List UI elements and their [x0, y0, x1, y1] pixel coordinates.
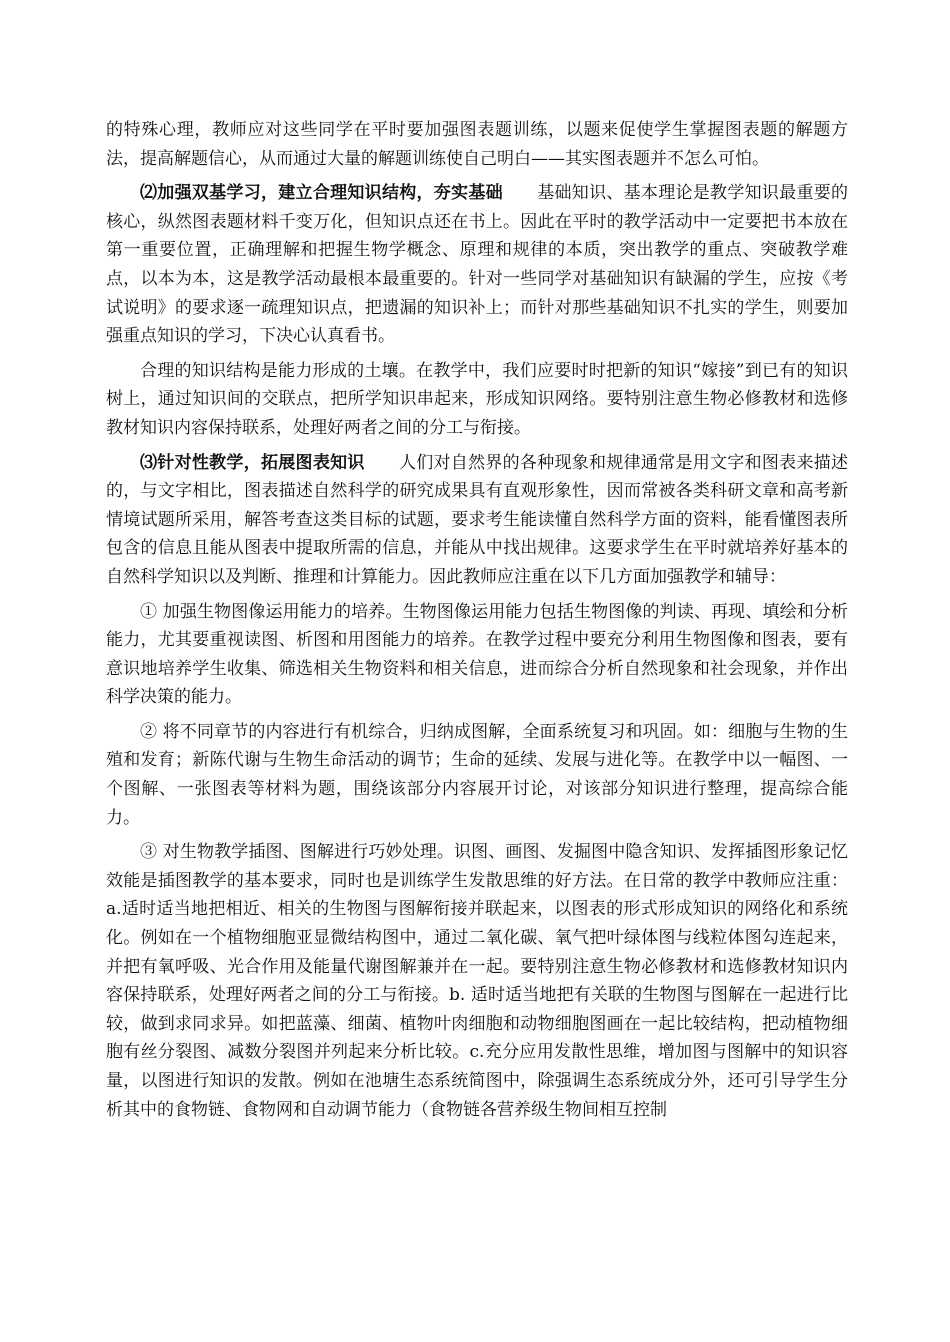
- section-heading-2: ⑵加强双基学习，建立合理知识结构，夯实基础: [140, 183, 503, 204]
- paragraph-intro-continuation: [106, 116, 848, 173]
- paragraph-section-2: [106, 179, 848, 351]
- paragraph-body: 的特殊心理，教师应对这些同学在平时要加强图表题训练，以题来促使学生掌握图表题的解题方法，提高解题信心，从而通过大量的解题训练使自己明白——其实图表题并不怎么可怕。: [106, 120, 848, 169]
- paragraph-item-3: [106, 838, 848, 1124]
- section-heading-3: ⑶针对性教学，拓展图表知识: [140, 452, 365, 473]
- paragraph-section-3: [106, 449, 848, 592]
- paragraph-body: ① 加强生物图像运用能力的培养。生物图像运用能力包括生物图像的判读、再现、填绘和分析能力，尤其要重视读图、析图和用图能力的培养。在教学过程中要充分利用生物图像和图表，要有意识地培养学生收集、筛选相关生物资料和相关信息，进而综合分析自然现象和社会现象，并作出科学决策的能力。: [106, 601, 848, 708]
- paragraph-body: 人们对自然界的各种现象和规律通常是用文字和图表来描述的，与文字相比，图表描述自然科学的研究成果具有直观形象性，因而常被各类科研文章和高考新情境试题所采用，解答考查这类目标的试题，要求考生能读懂自然科学方面的资料，能看懂图表所包含的信息且能从图表中提取所需的信息，并能从中找出规律。这要求学生在平时就培养好基本的自然科学知识以及判断、推理和计算能力。因此教师应注重在以下几方面加强教学和辅导：: [106, 452, 849, 587]
- paragraph-body: ③ 对生物教学插图、图解进行巧妙处理。识图、画图、发掘图中隐含知识、发挥插图形象记忆效能是插图教学的基本要求，同时也是训练学生发散思维的好方法。在日常的教学中教师应注重：a.适时适当地把相近、相关的生物图与图解衔接并联起来，以图表的形式形成知识的网络化和系统化。例如在一个植物细胞亚显微结构图中，通过二氧化碳、氧气把叶绿体图与线粒体图勾连起来，并把有氧呼吸、光合作用及能量代谢图解兼并在一起。要特别注意生物必修教材和选修教材知识内容保持联系，处理好两者之间的分工与衔接。b. 适时适当地把有关联的生物图与图解在一起进行比较，做到求同求异。如把蓝藻、细菌、植物叶肉细胞和动物细胞图画在一起比较结构，把动植物细胞有丝分裂图、减数分裂图并列起来分析比较。c.充分应用发散性思维，增加图与图解中的知识容量，以图进行知识的发散。例如在池塘生态系统简图中，除强调生态系统成分外，还可引导学生分析其中的食物链、食物网和自动调节能力（食物链各营养级生物间相互控制: [106, 842, 848, 1120]
- paragraph-item-2: [106, 718, 848, 832]
- paragraph-body: 基础知识、基本理论是教学知识最重要的核心，纵然图表题材料千变万化，但知识点还在书上。因此在平时的教学活动中一定要把书本放在第一重要位置，正确理解和把握生物学概念、原理和规律的本质，突出教学的重点、突破教学难点，以本为本，这是教学活动最根本最重要的。针对一些同学对基础知识有缺漏的学生，应按《考试说明》的要求逐一疏理知识点，把遗漏的知识补上；而针对那些基础知识不扎实的学生，则要加强重点知识的学习，下决心认真看书。: [106, 183, 849, 347]
- document-page: [106, 116, 848, 1130]
- paragraph-body: ② 将不同章节的内容进行有机综合，归纳成图解，全面系统复习和巩固。如：细胞与生物的生殖和发育；新陈代谢与生物生命活动的调节；生命的延续、发展与进化等。在教学中以一幅图、一个图解、一张图表等材料为题，围绕该部分内容展开讨论，对该部分知识进行整理，提高综合能力。: [106, 721, 848, 828]
- paragraph-item-1: [106, 598, 848, 712]
- paragraph-knowledge-structure: [106, 357, 848, 443]
- paragraph-body: 合理的知识结构是能力形成的土壤。在教学中，我们应要时时把新的知识“嫁接”到已有的知识树上，通过知识间的交联点，把所学知识串起来，形成知识网络。要特别注意生物必修教材和选修教材知识内容保持联系，处理好两者之间的分工与衔接。: [106, 360, 848, 438]
